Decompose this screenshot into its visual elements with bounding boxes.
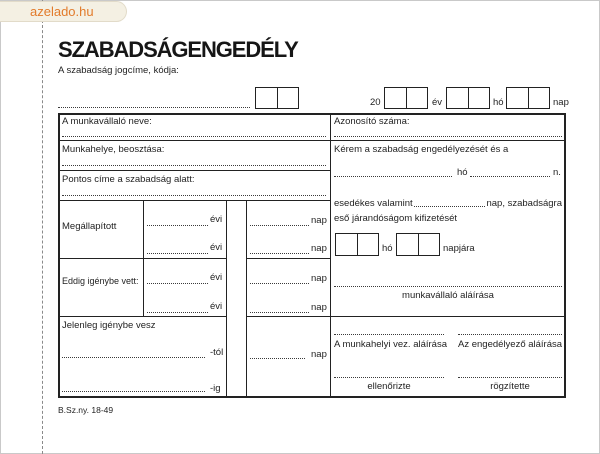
digit-cell[interactable] bbox=[468, 88, 490, 108]
payout-day-box[interactable] bbox=[396, 233, 440, 256]
watermark-text: azelado.hu bbox=[30, 4, 94, 19]
due-days-field[interactable] bbox=[414, 206, 486, 207]
payout-month-box[interactable] bbox=[335, 233, 379, 256]
digit-cell[interactable] bbox=[256, 88, 277, 108]
request-text-line3: eső járandóságom kifizetését bbox=[334, 213, 458, 224]
established-label: Megállapított bbox=[62, 221, 117, 232]
due-suffix: nap, szabadságra bbox=[486, 198, 562, 209]
used-year-field[interactable] bbox=[147, 312, 208, 313]
site-watermark bbox=[0, 1, 127, 22]
manager-signature-label: A munkahelyi vez. aláírása bbox=[334, 339, 448, 350]
workplace-field[interactable] bbox=[62, 165, 326, 166]
digit-cell[interactable] bbox=[385, 88, 406, 108]
digit-cell[interactable] bbox=[406, 88, 428, 108]
leave-reason-field[interactable] bbox=[58, 107, 250, 108]
table-rule bbox=[246, 258, 330, 259]
established-year-field[interactable] bbox=[147, 253, 208, 254]
employee-signature-field[interactable] bbox=[334, 286, 562, 287]
employee-name-field[interactable] bbox=[62, 136, 326, 137]
current-leave-label: Jelenleg igénybe vesz bbox=[62, 320, 156, 331]
leave-from-field[interactable] bbox=[62, 357, 205, 358]
form-title: SZABADSÁGENGEDÉLY bbox=[58, 37, 298, 62]
table-rule bbox=[58, 170, 330, 171]
request-day-abbr: n. bbox=[553, 167, 561, 178]
date-day-box[interactable] bbox=[506, 87, 550, 109]
leave-code-box[interactable] bbox=[255, 87, 299, 109]
year-unit-label: évi bbox=[210, 242, 223, 253]
table-rule bbox=[58, 316, 226, 317]
table-rule bbox=[226, 200, 227, 398]
date-month-box[interactable] bbox=[446, 87, 490, 109]
table-rule bbox=[58, 258, 226, 259]
address-field[interactable] bbox=[62, 195, 326, 196]
table-rule bbox=[58, 200, 330, 201]
checked-by-field[interactable] bbox=[334, 377, 444, 378]
checked-by-label: ellenőrizte bbox=[367, 381, 411, 392]
digit-cell[interactable] bbox=[357, 234, 379, 255]
day-unit-label: nap bbox=[311, 302, 327, 313]
year-unit-label: évi bbox=[210, 272, 223, 283]
day-unit-label: nap bbox=[311, 243, 327, 254]
used-so-far-label: Eddig igénybe vett: bbox=[62, 276, 139, 286]
digit-cell[interactable] bbox=[528, 88, 550, 108]
used-days-field[interactable] bbox=[250, 312, 309, 313]
address-label: Pontos címe a szabadság alatt: bbox=[62, 174, 195, 185]
used-days-field[interactable] bbox=[250, 283, 309, 284]
approver-signature-label: Az engedélyező aláírása bbox=[458, 339, 563, 350]
day-unit-label: nap bbox=[311, 273, 327, 284]
from-suffix: -tól bbox=[210, 347, 224, 358]
digit-cell[interactable] bbox=[277, 88, 299, 108]
year-unit-label: évi bbox=[210, 214, 223, 225]
payout-day-label: napjára bbox=[443, 243, 475, 254]
employee-id-label: Azonosító száma: bbox=[334, 116, 410, 127]
date-year-label: év bbox=[432, 97, 443, 108]
recorded-by-label: rögzítette bbox=[490, 381, 530, 392]
digit-cell[interactable] bbox=[397, 234, 418, 255]
digit-cell[interactable] bbox=[447, 88, 468, 108]
digit-cell[interactable] bbox=[418, 234, 440, 255]
day-unit-label: nap bbox=[311, 215, 327, 226]
table-rule bbox=[58, 140, 330, 141]
table-rule bbox=[330, 140, 566, 141]
table-rule bbox=[246, 200, 247, 398]
digit-cell[interactable] bbox=[507, 88, 528, 108]
established-days-field[interactable] bbox=[250, 253, 309, 254]
approver-signature-field[interactable] bbox=[458, 334, 562, 335]
date-month-label: hó bbox=[493, 97, 504, 108]
manager-signature-field[interactable] bbox=[334, 334, 444, 335]
established-year-field[interactable] bbox=[147, 225, 208, 226]
payout-month-label: hó bbox=[382, 243, 393, 254]
workplace-label: Munkahelye, beosztása: bbox=[62, 144, 165, 155]
form-code: B.Sz.ny. 18-49 bbox=[58, 405, 114, 415]
request-period-field[interactable] bbox=[334, 176, 452, 177]
due-row bbox=[334, 198, 562, 209]
table-divider-main bbox=[330, 113, 331, 398]
request-month-label: hó bbox=[457, 167, 468, 178]
employee-signature-label: munkavállaló aláírása bbox=[402, 290, 494, 301]
employee-id-field[interactable] bbox=[334, 136, 562, 137]
perforation-line bbox=[42, 0, 43, 454]
date-year-box[interactable] bbox=[384, 87, 428, 109]
due-prefix: esedékes valamint bbox=[334, 198, 413, 209]
request-day-field[interactable] bbox=[470, 176, 550, 177]
established-days-field[interactable] bbox=[250, 225, 309, 226]
table-rule bbox=[330, 316, 566, 317]
year-unit-label: évi bbox=[210, 301, 223, 312]
day-unit-label: nap bbox=[311, 349, 327, 360]
table-rule bbox=[246, 316, 330, 317]
current-days-field[interactable] bbox=[250, 358, 305, 359]
employee-name-label: A munkavállaló neve: bbox=[62, 116, 152, 127]
date-century: 20 bbox=[370, 97, 381, 108]
used-year-field[interactable] bbox=[147, 283, 208, 284]
digit-cell[interactable] bbox=[336, 234, 357, 255]
date-day-label: nap bbox=[553, 97, 569, 108]
request-text-line1: Kérem a szabadság engedélyezését és a bbox=[334, 144, 509, 155]
leave-reason-label: A szabadság jogcíme, kódja: bbox=[58, 65, 179, 76]
to-suffix: -ig bbox=[210, 383, 221, 394]
leave-to-field[interactable] bbox=[62, 391, 205, 392]
recorded-by-field[interactable] bbox=[458, 377, 562, 378]
